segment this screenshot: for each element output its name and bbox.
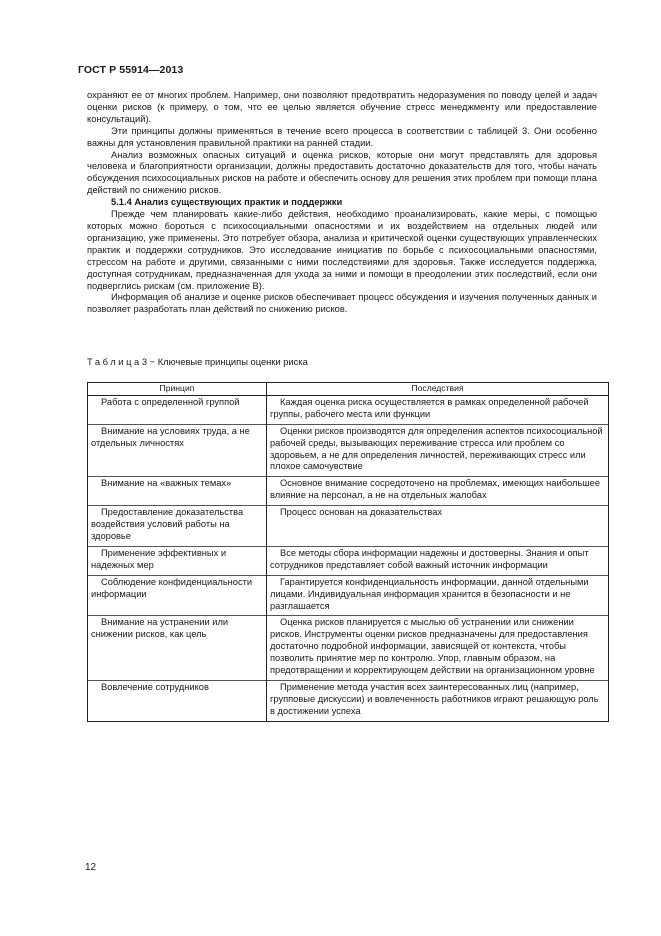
- principle-cell: Внимание на условиях труда, а не отдельных личностях: [88, 424, 267, 477]
- table-caption-number: 3: [141, 357, 148, 367]
- table-row: [88, 395, 609, 424]
- paragraph: Эти принципы должны применяться в течение всего процесса в соответствии с таблицей 3. Они особенно важны для установления правильной практики на ранней стадии.: [87, 125, 597, 148]
- principle-cell: Соблюдение конфиденциальности информации: [88, 575, 267, 616]
- table-row: [88, 616, 609, 681]
- principle-cell: Внимание на «важных темах»: [88, 477, 267, 506]
- column-header-consequence: Последствия: [267, 383, 609, 396]
- table-caption: [87, 357, 308, 367]
- table-row: [88, 680, 609, 721]
- table-caption-title: − Ключевые принципы оценки риска: [147, 357, 308, 367]
- table-row: [88, 424, 609, 477]
- paragraph: Прежде чем планировать какие-либо действия, необходимо проанализировать, какие меры, с помощью которых можно бороться с психосоциальными опасностями и их воздействием на отдельных людей или организацию, уже применены. Это потребует обзора, анализа и критической оценки существующих управленческих практик и поддержки сотрудников. Это исследование инициатив по борьбе с психосоциальными опасностями, стрессом на работе и другими, связанными с ними последствиями для здоровья. Также исследуется поддержка, доступная сотрудникам, предназначенная для ухода за ними и помощи в преодолении этих последствий, если они подверглись рискам (см. приложение В).: [87, 209, 597, 291]
- consequence-cell: Процесс основан на доказательствах: [267, 506, 609, 547]
- table-row: [88, 575, 609, 616]
- paragraph: Информация об анализе и оценке рисков обеспечивает процесс обсуждения и изучения полученных данных и позволяет разработать план действий по снижению рисков.: [87, 292, 597, 315]
- principle-cell: Предоставление доказательства воздействия условий работы на здоровье: [88, 506, 267, 547]
- table-row: [88, 506, 609, 547]
- consequence-cell: Гарантируется конфиденциальность информации, данной отдельными лицами. Индивидуальная информация хранится в безопасности и не разглашается: [267, 575, 609, 616]
- table-caption-label: Таблица: [87, 357, 142, 367]
- consequence-cell: Оценка рисков планируется с мыслью об устранении или снижении рисков. Инструменты оценки рисков предназначены для предоставления достаточно подробной информации, зависящей от контекста, чтобы позволить принятие мер по контролю. Упор, главным образом, на предотвращении и корректирующем действии на организационном уровне: [267, 616, 609, 681]
- consequence-cell: Основное внимание сосредоточено на проблемах, имеющих наибольшее влияние на персонал, а не на отдельных жалобах: [267, 477, 609, 506]
- section-heading: 5.1.4 Анализ существующих практик и поддержки: [111, 197, 343, 208]
- paragraph: охраняют ее от многих проблем. Например, они позволяют предотвратить недоразумения по поводу целей и задач оценки рисков (к примеру, о том, что ее целью является обучение стресс менеджменту или предоставление консультаций).: [87, 90, 597, 124]
- table-row: [88, 477, 609, 506]
- consequence-cell: Все методы сбора информации надежны и достоверны. Знания и опыт сотрудников представляет собой важный источник информации: [267, 546, 609, 575]
- principle-cell: Внимание на устранении или снижении рисков, как цель: [88, 616, 267, 681]
- column-header-principle: Принцип: [88, 383, 267, 396]
- document-header: ГОСТ Р 55914—2013: [78, 64, 184, 76]
- principle-cell: Вовлечение сотрудников: [88, 680, 267, 721]
- table-header-row: [88, 383, 609, 396]
- consequence-cell: Применение метода участия всех заинтересованных лиц (например, групповые дискуссии) и вовлеченность работников играют решающую роль в достижении успеха: [267, 680, 609, 721]
- page-number: 12: [85, 862, 97, 873]
- consequence-cell: Каждая оценка риска осуществляется в рамках определенной рабочей группы, рабочего места или функции: [267, 395, 609, 424]
- principle-cell: Применение эффективных и надежных мер: [88, 546, 267, 575]
- body-text: [87, 90, 597, 316]
- consequence-cell: Оценки рисков производятся для определения аспектов психосоциальной рабочей среды, вызывающих переживание стресса или проблем со здоровьем, а не для определения личностей, переживающих стресс или плохое самочувствие: [267, 424, 609, 477]
- principles-table: [87, 382, 609, 722]
- principle-cell: Работа с определенной группой: [88, 395, 267, 424]
- table-row: [88, 546, 609, 575]
- paragraph: Анализ возможных опасных ситуаций и оценка рисков, которые они могут представлять для здоровья человека и благоприятности организации, должны предоставить достаточно доказательств для того, чтобы начать обсуждения психосоциальных рисков на работе и обеспечить основу для решения этих проблем при помощи плана действий по снижению рисков.: [87, 149, 597, 196]
